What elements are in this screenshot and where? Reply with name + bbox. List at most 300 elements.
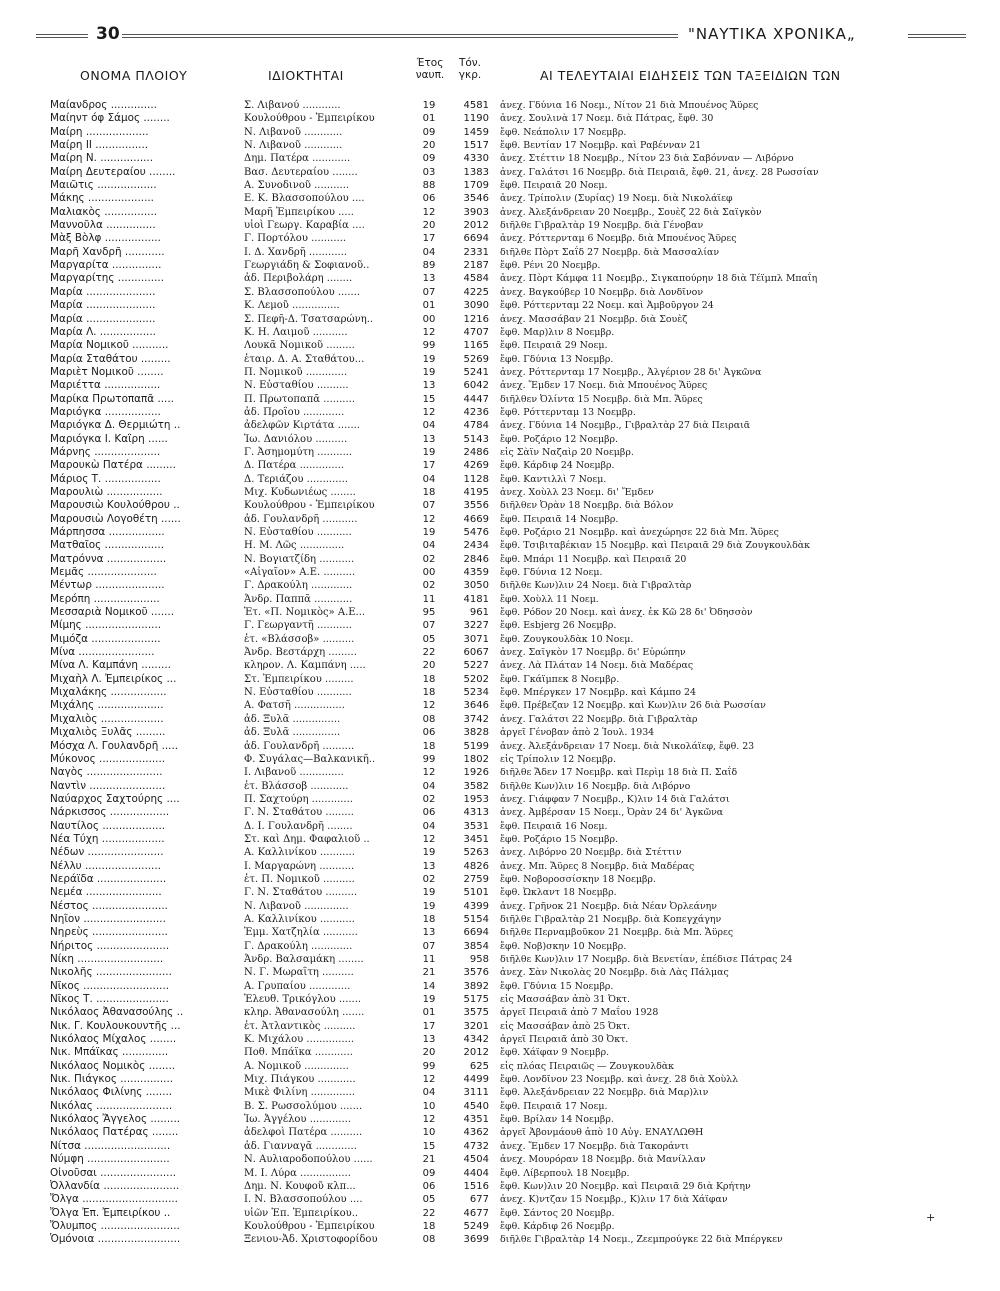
table-row [0,1167,1000,1180]
voyage-news: ἔφθ. Χάϊφαν 9 Νοεμβρ. [500,1047,610,1059]
voyage-news: ἔφθ. Σάντος 20 Νοεμβρ. [500,1207,615,1219]
ship-name: Μάρνης .................... [50,445,161,458]
ship-owner: Ἀνδρ. Παππᾶ ............ [244,593,353,605]
ship-tonnage: 4330 [463,153,489,165]
ship-owner: Κουλούθρου - Ἐμπειρίκου [244,1220,375,1232]
ship-year: 04 [422,1087,436,1099]
ship-year: 19 [422,100,436,111]
ship-name: Μαριόγκα ................. [50,405,161,418]
ship-year: 14 [422,980,436,992]
ship-tonnage: 958 [469,954,489,965]
ship-name: Μαρία ..................... [50,285,156,298]
table-row [0,1233,1000,1246]
voyage-news: ἔφθ. Μαρ)λιν 8 Νοεμβρ. [500,326,615,338]
ship-year: 00 [422,567,436,579]
ship-tonnage: 961 [469,607,489,619]
ship-name: Μαρίκα Πρωτοπαπᾶ ..... [50,392,174,405]
table-row [0,406,1000,419]
ship-name: Μαρία Νομικοῦ ........... [50,339,169,352]
table-row [0,513,1000,526]
ship-name: Νικόλαος Μίχαλος ........ [50,1033,177,1046]
table-row [0,1086,1000,1099]
table-row [0,152,1000,165]
ship-tonnage: 4826 [463,860,489,872]
table-row [0,860,1000,873]
ship-name: Ὄλγα ............................. [50,1193,178,1206]
ship-tonnage: 4499 [463,1074,489,1086]
table-row [0,659,1000,672]
ship-year: 02 [422,873,436,885]
ship-tonnage: 3903 [463,206,489,218]
voyage-news: διῆλθε Γιβραλτὰρ 14 Νοεμ., Ζεεμπρούγκε 22 διὰ Μπέργκεν [500,1234,783,1246]
ship-year: 08 [422,1234,436,1246]
ship-name: Νεράϊδα ..................... [50,872,167,885]
ship-tonnage: 5101 [463,887,489,899]
ship-year: 21 [422,1154,436,1166]
table-row [0,1100,1000,1113]
ship-tonnage: 1802 [463,753,489,765]
ship-name: Ναύαρχος Σαχτούρης .... [50,792,180,805]
voyage-news: εἰς Τρίπολιν 12 Νοεμβρ. [500,753,616,765]
voyage-news: ἀνεχ. Λιβόρνο 20 Νοεμβρ. διὰ Στέττιν [500,847,682,859]
ship-year: 19 [422,900,436,912]
voyage-news: διῆλθεν Ὀρὰν 18 Νοεμβρ. διὰ Βόλον [500,500,674,512]
ship-name: Μαίανδρος .............. [50,99,157,111]
ship-year: 19 [422,847,436,859]
table-row [0,673,1000,686]
ship-owner: Σ. Πεφῆ-Δ. Τσατσαρώνη.. [244,313,374,325]
voyage-news: ἔφθ. Γκάϊμπεκ 8 Νοεμβρ. [500,673,620,685]
ship-owner: Κ. Η. Λαιμοῦ ........... [244,326,348,338]
ship-owner: Δημ. Ν. Κουφοῦ κλπ... [244,1180,356,1192]
ship-name: Μιχαλάκης ................. [50,686,167,699]
ship-name: Ὄλγα Ἐπ. Ἐμπειρίκου .. [50,1206,171,1219]
ship-year: 02 [422,580,436,592]
voyage-news: ἀνεχ. Ἀλεξάνδρειαν 20 Νοεμβρ., Σουὲζ 22 διὰ Σαϊγκὸν [500,206,762,218]
ship-tonnage: 2486 [463,446,489,458]
ship-name: Μαριέττα ................. [50,379,161,392]
voyage-news: ἔφθ. Πρέβεζαν 12 Νοεμβρ. καὶ Κων)λιν 26 διὰ Ρωσσίαν [500,700,766,712]
ship-owner: Σ. Λιβανού ............ [244,100,341,111]
ship-tonnage: 4351 [463,1114,489,1126]
ship-tonnage: 3575 [463,1007,489,1019]
ship-tonnage: 6042 [463,380,489,392]
voyage-news: ἀνεχ. Γδύνια 16 Νοεμ., Νίτον 21 διὰ Μπουένος Ἄϋρες [500,100,759,111]
ship-tonnage: 3531 [463,820,489,832]
ship-owner: Ἐλευθ. Τρικόγλου ....... [244,994,362,1006]
voyage-news: ἀνεχ. Σὰν Νικολὰς 20 Νοεμβρ. διὰ Λὰς Πάλμας [500,967,729,979]
ship-name: Νέστος ....................... [50,899,168,912]
ship-tonnage: 3828 [463,727,489,739]
table-row [0,726,1000,739]
ship-owner: Η. Μ. Λῶς .............. [244,540,345,552]
voyage-news: ἀνεχ. Χοὺλλ 23 Νοεμ. δι' Ἔμδεν [500,486,654,498]
ship-tonnage: 4669 [463,513,489,525]
table-row [0,873,1000,886]
ship-tonnage: 3050 [463,580,489,592]
ship-owner: ἑτ. «Βλάσσοβ» .......... [244,633,355,645]
ship-name: Μαρῆ Χανδρῆ ............ [50,245,165,258]
ship-tonnage: 4784 [463,420,489,432]
ship-tonnage: 2331 [463,246,489,258]
ship-tonnage: 4313 [463,807,489,819]
ship-owner: ἑτ. Π. Νομικοῦ .......... [244,873,355,885]
ship-name: Ὄλυμπος ........................ [50,1219,180,1232]
table-row [0,1193,1000,1206]
voyage-news: ἀνεχ. Ρόττερνταμ 17 Νοεμβρ., Ἀλγέριον 28 δι' Ἀγκῶνα [500,366,762,378]
ship-name: Μιχάλης .................... [50,699,164,712]
ship-tonnage: 3699 [463,1234,489,1246]
ship-tonnage: 3111 [463,1087,489,1099]
table-row [0,126,1000,139]
ship-owner: Στ. Ἐμπειρίκου ......... [244,673,354,685]
table-row [0,1126,1000,1139]
ship-owner: Β. Σ. Ρωσσολύμου ....... [244,1100,363,1112]
ship-owner: ἀδ. Περιβολάρη ........ [244,273,353,285]
ship-owner: Ν. Γ. Μωραΐτη .......... [244,967,354,979]
table-row [0,566,1000,579]
journal-title: "ΝΑΥΤΙΚΑ ΧΡΟΝΙΚΑ„ [688,25,856,43]
table-row [0,619,1000,632]
ship-owner: Ἀνδρ. Βεστάρχη ......... [244,647,357,659]
ship-year: 13 [422,380,436,392]
ship-name: Νύμφη ......................... [50,1153,170,1166]
ship-name: Νέδων ....................... [50,846,164,859]
voyage-news: ἔφθ. Πειραιᾶ 14 Νοεμβρ. [500,513,619,525]
column-header-tons-line1: Τόν. [458,57,482,69]
ship-owner: Α. Συνοδινοῦ ........... [244,180,350,192]
ship-owner: Ξενιου-Ἀδ. Χριστοφορίδου [244,1234,378,1246]
ship-tonnage: 3582 [463,780,489,792]
table-row [0,139,1000,152]
voyage-news: ἔφθ. Νοβοροσσίσκην 18 Νοεμβρ. [500,873,656,885]
table-row [0,953,1000,966]
ship-name: Ὁμόνοια ......................... [50,1233,181,1246]
ship-name: Μόσχα Λ. Γουλανδρῆ ..... [50,739,179,752]
ship-owner: Ν. Εὐσταθίου ........... [244,687,352,699]
table-row [0,206,1000,219]
ship-year: 13 [422,860,436,872]
voyage-news: ἔφθ. Λίβερπουλ 18 Νοεμβρ. [500,1167,630,1179]
ship-tonnage: 4362 [463,1127,489,1139]
voyage-news: ἀργεῖ Ἀβονμάουθ ἀπὸ 10 Αὐγ. ΕΝΑΥΛΩΘΗ [500,1127,704,1139]
ship-owner: Ν. Εὐσταθίου .......... [244,380,349,392]
table-row [0,419,1000,432]
table-row [0,286,1000,299]
ship-tonnage: 1517 [463,140,489,152]
ship-tonnage: 4225 [463,286,489,298]
ship-name: Νέα Τύχη ................... [50,832,165,845]
column-header-latest-news: ΑΙ ΤΕΛΕΥΤΑΙΑΙ ΕΙΔΗΣΕΙΣ ΤΩΝ ΤΑΞΕΙΔΙΩΝ ΤΩΝ [540,68,841,83]
ship-owner: ἑταιρ. Δ. Α. Σταθάτου... [244,353,365,365]
ship-name: Μαρουσιὼ Κουλούθρου .. [50,499,180,512]
table-row [0,393,1000,406]
table-row [0,459,1000,472]
ship-owner: ἀδ. Γουλανδρῆ ........... [244,513,358,525]
voyage-news: ἔφθ. Κων)λιν 20 Νοεμβρ. καὶ Πειραιᾶ 29 διὰ Κρήτην [500,1180,751,1192]
ship-year: 13 [422,433,436,445]
ship-name: Νήριτος ...................... [50,939,170,952]
ship-owner: Δ. Πατέρα .............. [244,460,345,472]
ship-owner: Σ. Βλασσοπούλου ....... [244,286,361,298]
ship-owner: Γ. Ν. Σταθάτου ......... [244,807,354,819]
ship-tonnage: 1953 [463,793,489,805]
ship-owner: Π. Σαχτούρη ............. [244,793,353,805]
ship-tonnage: 4584 [463,273,489,285]
ship-name: Μαίρη Ν. ................ [50,152,154,165]
table-row [0,606,1000,619]
ship-tonnage: 5249 [463,1220,489,1232]
ship-name: Μερόπη .................... [50,592,160,605]
ship-year: 19 [422,994,436,1006]
voyage-news: ἔφθ. Καντιλλὶ 7 Νοεμ. [500,473,607,485]
ship-name: Μαίρη Δευτεραίου ........ [50,165,176,178]
ship-tonnage: 3451 [463,833,489,845]
table-row [0,339,1000,352]
voyage-news: ἀνεχ. Μπ. Ἄϋρες 8 Νοεμβρ. διὰ Μαδέρας [500,860,695,872]
ship-name: Μαργαρίτης .............. [50,272,165,285]
voyage-news: ἀνεχ. Ἀλεξάνδρειαν 17 Νοεμ. διὰ Νικολάϊεφ, ἔφθ. 23 [500,740,755,752]
voyage-news: ἔφθ. Βεντίαν 17 Νοεμβρ. καὶ Ραβένναν 21 [500,140,702,152]
ship-year: 06 [422,807,436,819]
voyage-news: διῆλθεν Ὀλίντα 15 Νοεμβρ. διὰ Μπ. Ἄϋρες [500,393,703,405]
ship-owner: Α. Καλλινίκου ........... [244,847,355,859]
ship-tonnage: 3742 [463,713,489,725]
column-header-owners: ΙΔΙΟΚΤΗΤΑΙ [268,68,344,83]
ship-name: Νικόλας ....................... [50,1099,173,1112]
ship-owner: υἱῶν Ἐπ. Ἐμπειρίκου.. [244,1207,359,1219]
ship-year: 06 [422,727,436,739]
ship-year: 05 [422,1194,436,1206]
ship-name: Μέντωρ ..................... [50,579,165,592]
table-row [0,366,1000,379]
ship-name: Μιχαλιὸς ................... [50,712,164,725]
voyage-news: ἔφθ. Esbjerg 26 Νοεμβρ. [500,620,617,632]
table-row [0,272,1000,285]
ship-owner: «Αἰγαῖον» Α.Ε. .......... [244,567,356,579]
ship-tonnage: 3090 [463,300,489,312]
ship-owner: ἀδ. Ξυλᾶ ............... [244,727,341,739]
voyage-news: διῆλθε Πὸρτ Σαΐδ 27 Νοεμβρ. διὰ Μασσαλίαν [500,246,720,258]
ship-year: 04 [422,820,436,832]
ship-year: 07 [422,500,436,512]
ship-tonnage: 4359 [463,567,489,579]
ship-name: Μαρουκὼ Πατέρα ......... [50,459,176,472]
ship-owner: Στ. καὶ Δημ. Φαφαλιοῦ .. [244,833,370,845]
ship-year: 01 [422,300,436,312]
ship-name: Νικόλαος Ἄγγελος ......... [50,1113,181,1126]
ship-name: Μύκονος .................... [50,752,166,765]
ship-year: 00 [422,313,436,325]
ship-year: 03 [422,166,436,178]
ship-tonnage: 4195 [463,486,489,498]
ship-owner: ἀδελφῶν Κιρτάτα ....... [244,420,360,432]
ship-tonnage: 3576 [463,967,489,979]
ship-year: 18 [422,673,436,685]
column-header-year-line2: ναυπ. [415,69,445,81]
ship-tonnage: 2187 [463,260,489,272]
ship-name: Μαίηνт όφ Σάμος ........ [50,112,170,125]
ship-year: 12 [422,700,436,712]
ship-owner: Ἰω. Ἀγγέλου ............. [244,1114,352,1126]
ship-year: 12 [422,406,436,418]
ship-year: 07 [422,940,436,952]
ship-year: 04 [422,246,436,258]
voyage-news: ἔφθ. Λονδῖνον 23 Νοεμβρ. καὶ ἀνεχ. 28 διὰ Χοὺλλ [500,1074,739,1086]
table-row [0,940,1000,953]
ship-year: 22 [422,647,436,659]
voyage-news: ἀνεχ. Γδύνια 14 Νοεμβρ., Γιβραλτὰρ 27 διὰ Πειραιᾶ [500,420,751,432]
ship-owner: Ν. Αυλιαροδοπούλου ...... [244,1154,373,1166]
voyage-news: ἀνεχ. Βαγκούβερ 10 Νοεμβρ. διὰ Λονδῖνον [500,286,704,298]
ship-owner: Λουκᾶ Νομικοῦ ......... [244,340,355,352]
ship-owner: Α. Καλλινίκου ........... [244,913,355,925]
ship-year: 99 [422,753,436,765]
ship-owner: υἱοὶ Γεωργ. Καραβία .... [244,220,365,232]
ship-owner: ἀδ. Γουλανδρῆ .......... [244,740,355,752]
voyage-news: ἔφθ. Κάρδιφ 26 Νοεμβρ. [500,1220,615,1232]
table-row [0,499,1000,512]
ship-year: 18 [422,913,436,925]
ship-year: 07 [422,286,436,298]
ship-owner: Ν. Εὐσταθίου ........... [244,527,352,538]
table-row [0,1006,1000,1019]
table-row [0,553,1000,566]
voyage-news: ἀνεχ. Μασσάβαν 21 Νοεμβρ. διὰ Σουὲζ [500,313,688,325]
ship-name: Νικ. Γ. Κουλουκουντῆς ... [50,1019,181,1032]
table-row [0,379,1000,392]
ship-year: 95 [422,607,436,619]
ship-name: Μαρία Σταθάτου ......... [50,352,171,365]
ship-year: 18 [422,1220,436,1232]
ship-year: 01 [422,1007,436,1019]
voyage-news: ἀνεχ. Σαϊγκὸν 17 Νοεμβρ. δι' Εὐρώπην [500,647,686,659]
ship-tonnage: 5269 [463,353,489,365]
ship-name: Μιχαὴλ Λ. Ἐμπειρίκος ... [50,672,177,685]
ship-year: 99 [422,340,436,352]
voyage-news: διῆλθε Κων)λιν 24 Νοεμ. διὰ Γιβραλτὰρ [500,580,692,592]
table-row [0,886,1000,899]
table-row [0,1140,1000,1153]
ship-tonnage: 3556 [463,500,489,512]
voyage-news: ἔφθ. Ροζάριο 15 Νοεμβρ. [500,833,618,845]
ship-owner: Ι. Μαργαρώνη ........... [244,860,355,872]
ship-year: 18 [422,687,436,699]
header-rule-left [36,34,88,38]
ship-owner: Κουλούθρου - Ἐμπειρίκου [244,500,375,512]
ship-owner: Φ. Συγάλας—Βαλκανικῆ.. [244,753,376,765]
voyage-news: ἔφθ. Ρένι 20 Νοεμβρ. [500,260,601,272]
ship-tonnage: 1128 [463,473,489,485]
ship-name: Μίμης ....................... [50,619,162,632]
ship-name: Μάρπησσα ................. [50,526,165,538]
table-row [0,486,1000,499]
ship-owner: Ν. Λιβανοῦ ............ [244,126,343,138]
ship-year: 19 [422,366,436,378]
page-number: 30 [96,24,120,44]
ship-name: Μίνα Λ. Καμπάνη ......... [50,659,171,672]
ship-tonnage: 3646 [463,700,489,712]
ship-owner: Κ. Μιχάλου ............... [244,1034,355,1046]
ship-name: Μαίρη ΙΙ ................ [50,139,149,152]
table-row [0,833,1000,846]
table-row [0,1033,1000,1046]
ship-tonnage: 2012 [463,1047,489,1059]
ship-name: Νῖκος Τ. ...................... [50,993,169,1006]
table-row [0,686,1000,699]
voyage-news: ἔφθ. Πειραιᾶ 17 Νοεμ. [500,1100,608,1112]
ship-name: Ματθαῖος .................. [50,539,165,552]
ship-tonnage: 5154 [463,913,489,925]
table-row [0,353,1000,366]
ship-tonnage: 5241 [463,366,489,378]
ship-year: 11 [422,954,436,965]
ship-year: 20 [422,220,436,232]
ship-tonnage: 6067 [463,647,489,659]
ship-name: Νικ. Μπάϊκας .............. [50,1046,169,1059]
ship-year: 20 [422,140,436,152]
ship-name: Νικόλαος Πατέρας ........ [50,1126,179,1139]
ship-owner: ἀδελφοὶ Πατέρα .......... [244,1127,363,1139]
ship-year: 17 [422,460,436,472]
ship-owner: Ι. Δ. Χανδρῆ ............ [244,246,348,258]
ship-year: 04 [422,473,436,485]
ship-owner: Μ. Ι. Λύρα ................ [244,1167,351,1179]
ship-owner: Α. Νομικοῦ .............. [244,1060,349,1072]
table-row [0,633,1000,646]
table-row [0,99,1000,112]
table-row [0,753,1000,766]
table-row [0,780,1000,793]
ship-name: Μιμόζα ..................... [50,632,161,645]
ship-tonnage: 1383 [463,166,489,178]
ship-year: 12 [422,513,436,525]
ship-name: Μαρία Λ. ................. [50,325,156,338]
ship-tonnage: 5175 [463,994,489,1006]
ship-tonnage: 4399 [463,900,489,912]
table-row [0,326,1000,339]
ship-owner: ἑτ. Βλάσσοβ ............ [244,780,349,792]
voyage-news: ἔφθ. Μπάρι 11 Νοεμβρ. καὶ Πειραιᾶ 20 [500,553,687,565]
column-header-tons-line2: γκρ. [458,69,482,81]
ship-year: 19 [422,446,436,458]
ship-tonnage: 4269 [463,460,489,472]
ship-tonnage: 4236 [463,406,489,418]
ship-year: 01 [422,113,436,125]
ship-owner: Μιχ. Πιάγκου ............ [244,1074,356,1086]
ship-year: 02 [422,553,436,565]
voyage-news: ἀνεχ. Λὰ Πλάταν 14 Νοεμ. διὰ Μαδέρας [500,660,694,672]
voyage-news: διῆλθε Γιβραλτὰρ 19 Νοεμβρ. διὰ Γένοβαν [500,220,704,232]
voyage-news: ἔφθ. Βρίλαν 14 Νοεμβρ. [500,1114,614,1126]
ship-year: 06 [422,193,436,205]
header-rule-middle [122,34,678,38]
ship-tonnage: 2759 [463,873,489,885]
ship-name: Νάρκισσος .................. [50,806,170,819]
ship-tonnage: 6694 [463,927,489,939]
voyage-news: εἰς πλόας Πειραιῶς — Ζουγκουλδὰκ [500,1060,674,1072]
ship-name: Μεσσαριὰ Νομικοῦ ....... [50,606,175,619]
ship-owner: Γ. Δρακούλη ............. [244,940,353,952]
ship-owner: Μικὲ Φιλίνη .............. [244,1087,356,1099]
ship-name: Νῖκος .......................... [50,979,170,992]
voyage-news: ἔφθ. Πειραιᾶ 20 Νοεμ. [500,180,608,192]
ship-year: 12 [422,767,436,779]
ship-owner: Ι. Ν. Βλασσοπούλου .... [244,1194,363,1206]
ship-owner: Ἀνδρ. Βαλσαμάκη ........ [244,954,364,965]
voyage-news: διῆλθε Κων)λιν 16 Νοεμβρ. διὰ Λιβόρνο [500,780,691,792]
table-row [0,539,1000,552]
